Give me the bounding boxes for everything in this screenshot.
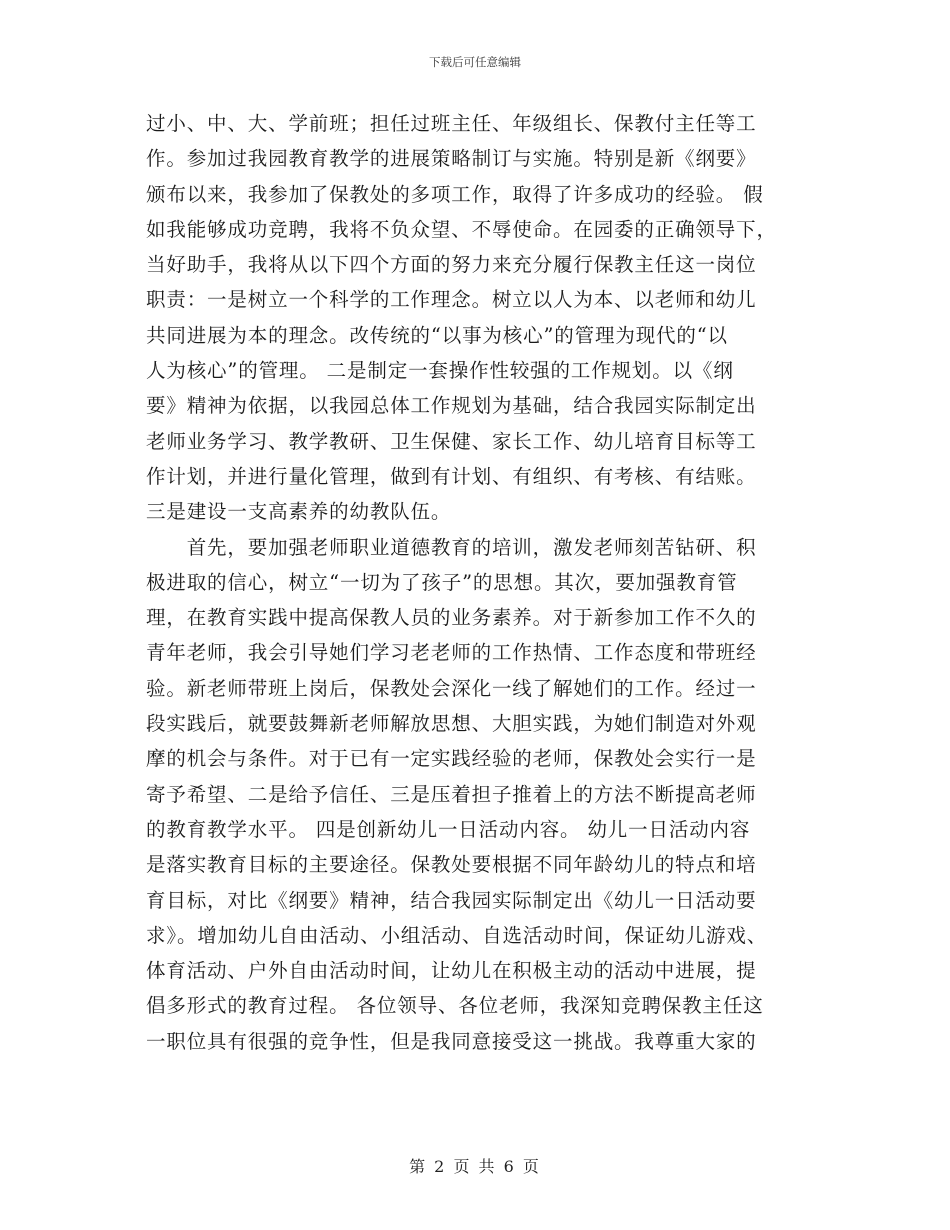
text-line: 体育活动、户外自由活动时间，让幼儿在积极主动的活动中进展，提: [146, 959, 757, 983]
text-line: 职责：一是树立一个科学的工作理念。树立以人为本、以老师和幼儿: [146, 288, 757, 312]
text-line: 摩的机会与条件。对于已有一定实践经验的老师，保教处会实行一是: [146, 747, 757, 771]
text-line: 寄予希望、二是给予信任、三是压着担子推着上的方法不断提高老师: [146, 782, 757, 806]
text-line: 理，在教育实践中提高保教人员的业务素养。对于新参加工作不久的: [146, 606, 757, 630]
text-line: 作计划，并进行量化管理，做到有计划、有组织、有考核、有结账。: [146, 464, 757, 488]
text-line: 作。参加过我园教育教学的进展策略制订与实施。特别是新《纲要》: [146, 147, 757, 171]
text-line: 当好助手，我将从以下四个方面的努力来充分履行保教主任这一岗位: [146, 253, 757, 277]
text-line: 一职位具有很强的竞争性，但是我同意接受这一挑战。我尊重大家的: [146, 1029, 757, 1053]
text-line: 极进取的信心，树立“一切为了孩子”的思想。其次，要加强教育管: [146, 570, 738, 594]
text-line: 人为核心”的管理。 二是制定一套操作性较强的工作规划。以《纲: [146, 359, 734, 383]
text-line: 段实践后，就要鼓舞新老师解放思想、大胆实践，为她们制造对外观: [146, 712, 757, 736]
document-body: [146, 106, 806, 1059]
text-line: 首先，要加强老师职业道德教育的培训，激发老师刻苦钻研、积: [146, 535, 757, 559]
text-line: 颁布以来，我参加了保教处的多项工作，取得了许多成功的经验。 假: [146, 182, 764, 206]
text-line: 三是建设一支高素养的幼教队伍。: [146, 500, 452, 524]
text-line: 求》。增加幼儿自由活动、小组活动、自选活动时间，保证幼儿游戏、: [146, 923, 768, 947]
text-line: 的教育教学水平。 四是创新幼儿一日活动内容。 幼儿一日活动内容: [146, 817, 751, 841]
text-line: 如我能够成功竞聘，我将不负众望、不辱使命。在园委的正确领导下，: [146, 217, 777, 241]
text-line: 倡多形式的教育过程。 各位领导、各位老师，我深知竞聘保教主任这: [146, 994, 764, 1018]
text-line: 验。新老师带班上岗后，保教处会深化一线了解她们的工作。经过一: [146, 676, 757, 700]
text-line: 共同进展为本的理念。改传统的“以事为核心”的管理为现代的“以: [146, 323, 728, 347]
page-number-footer: 第 2 页 共 6 页: [409, 1157, 541, 1176]
page-header: 下载后可任意编辑: [429, 55, 521, 69]
text-line: 要》精神为依据，以我园总体工作规划为基础，结合我园实际制定出: [146, 394, 757, 418]
text-line: 老师业务学习、教学教研、卫生保健、家长工作、幼儿培育目标等工: [146, 429, 757, 453]
text-line: 青年老师，我会引导她们学习老老师的工作热情、工作态度和带班经: [146, 641, 757, 665]
text-line: 是落实教育目标的主要途径。保教处要根据不同年龄幼儿的特点和培: [146, 853, 757, 877]
text-line: 过小、中、大、学前班；担任过班主任、年级组长、保教付主任等工: [146, 112, 757, 135]
text-line: 育目标，对比《纲要》精神，结合我园实际制定出《幼儿一日活动要: [146, 888, 757, 912]
